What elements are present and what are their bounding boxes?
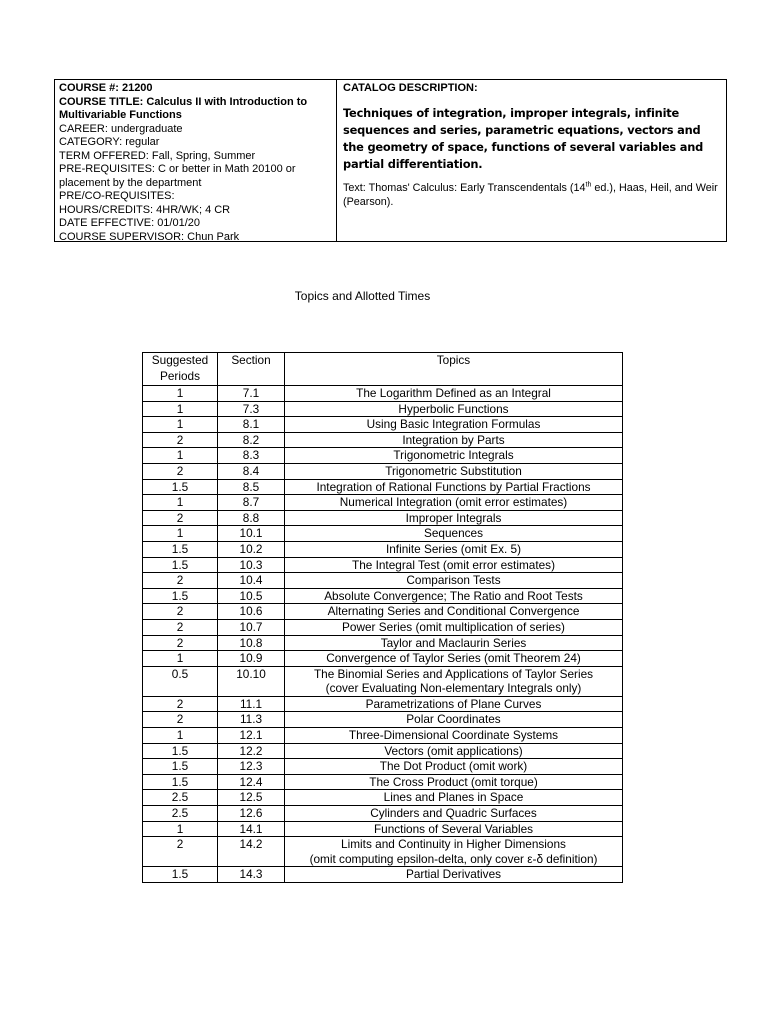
cell-section: 8.7 xyxy=(218,495,285,511)
course-number: COURSE #: 21200 xyxy=(59,82,153,94)
cell-topic: Using Basic Integration Formulas xyxy=(285,417,623,433)
cell-section: 10.3 xyxy=(218,557,285,573)
cell-topic: Comparison Tests xyxy=(285,573,623,589)
table-row xyxy=(143,712,623,728)
cell-topic: Numerical Integration (omit error estimates) xyxy=(285,495,623,511)
table-row xyxy=(143,386,623,402)
cell-topic: The Binomial Series and Applications of Taylor Series (cover Evaluating Non-elementary Integrals only) xyxy=(285,666,623,696)
catalog-section xyxy=(337,80,726,241)
cell-topic: Integration by Parts xyxy=(285,432,623,448)
cell-section: 10.10 xyxy=(218,666,285,696)
cell-topic: Polar Coordinates xyxy=(285,712,623,728)
table-row xyxy=(143,821,623,837)
header-topics: Topics xyxy=(285,353,623,386)
course-title: COURSE TITLE: Calculus II with Introduction to Multivariable Functions xyxy=(59,95,308,121)
cell-section: 12.5 xyxy=(218,790,285,806)
cell-periods: 2 xyxy=(143,696,218,712)
cell-section: 12.3 xyxy=(218,759,285,775)
topics-title: Topics and Allotted Times xyxy=(294,289,431,303)
cell-topic: Infinite Series (omit Ex. 5) xyxy=(285,541,623,557)
cell-section: 10.5 xyxy=(218,588,285,604)
cell-topic: Three-Dimensional Coordinate Systems xyxy=(285,728,623,744)
topics-table-body xyxy=(143,386,623,883)
cell-section: 10.4 xyxy=(218,573,285,589)
cell-section: 12.6 xyxy=(218,806,285,822)
table-row xyxy=(143,573,623,589)
cell-topic: Power Series (omit multiplication of series) xyxy=(285,619,623,635)
cell-periods: 2 xyxy=(143,635,218,651)
table-row xyxy=(143,510,623,526)
cell-section: 14.2 xyxy=(218,837,285,867)
header-section: Section xyxy=(218,353,285,386)
cell-section: 14.1 xyxy=(218,821,285,837)
table-row xyxy=(143,774,623,790)
course-supervisor: COURSE SUPERVISOR: Chun Park xyxy=(59,230,240,243)
table-row xyxy=(143,635,623,651)
table-row xyxy=(143,495,623,511)
cell-topic: Alternating Series and Conditional Convergence xyxy=(285,604,623,620)
table-row xyxy=(143,541,623,557)
cell-periods: 1 xyxy=(143,417,218,433)
cell-topic: Integration of Rational Functions by Partial Fractions xyxy=(285,479,623,495)
cell-section: 8.3 xyxy=(218,448,285,464)
textbook-reference xyxy=(343,182,720,209)
cell-topic: Cylinders and Quadric Surfaces xyxy=(285,806,623,822)
cell-periods: 2 xyxy=(143,604,218,620)
course-hours: HOURS/CREDITS: 4HR/WK; 4 CR xyxy=(59,203,231,216)
cell-periods: 1 xyxy=(143,495,218,511)
cell-periods: 2 xyxy=(143,712,218,728)
cell-periods: 1.5 xyxy=(143,541,218,557)
cell-periods: 1.5 xyxy=(143,588,218,604)
course-info-box xyxy=(54,79,727,242)
cell-topic: Sequences xyxy=(285,526,623,542)
catalog-label: CATALOG DESCRIPTION: xyxy=(343,82,478,94)
cell-topic: Convergence of Taylor Series (omit Theorem 24) xyxy=(285,651,623,667)
table-row xyxy=(143,557,623,573)
table-row xyxy=(143,432,623,448)
table-row xyxy=(143,604,623,620)
course-term: TERM OFFERED: Fall, Spring, Summer xyxy=(59,149,256,162)
table-row xyxy=(143,728,623,744)
table-row xyxy=(143,463,623,479)
cell-topic: Trigonometric Substitution xyxy=(285,463,623,479)
cell-section: 8.5 xyxy=(218,479,285,495)
cell-section: 8.8 xyxy=(218,510,285,526)
cell-periods: 1 xyxy=(143,651,218,667)
cell-section: 12.2 xyxy=(218,743,285,759)
cell-section: 10.9 xyxy=(218,651,285,667)
cell-section: 12.1 xyxy=(218,728,285,744)
table-row xyxy=(143,588,623,604)
table-row xyxy=(143,401,623,417)
cell-periods: 1.5 xyxy=(143,774,218,790)
cell-section: 8.2 xyxy=(218,432,285,448)
table-row xyxy=(143,790,623,806)
table-row xyxy=(143,867,623,883)
cell-topic: Limits and Continuity in Higher Dimensions (omit computing epsilon-delta, only cover ε-δ definition) xyxy=(285,837,623,867)
table-row xyxy=(143,526,623,542)
cell-topic: The Integral Test (omit error estimates) xyxy=(285,557,623,573)
cell-section: 8.4 xyxy=(218,463,285,479)
table-row xyxy=(143,448,623,464)
cell-section: 11.3 xyxy=(218,712,285,728)
cell-topic: Functions of Several Variables xyxy=(285,821,623,837)
cell-topic: Partial Derivatives xyxy=(285,867,623,883)
cell-periods: 2 xyxy=(143,463,218,479)
table-row xyxy=(143,837,623,867)
cell-periods: 1 xyxy=(143,728,218,744)
table-row xyxy=(143,651,623,667)
cell-periods: 2 xyxy=(143,510,218,526)
cell-topic: The Cross Product (omit torque) xyxy=(285,774,623,790)
table-row xyxy=(143,666,623,696)
cell-section: 14.3 xyxy=(218,867,285,883)
cell-topic: Lines and Planes in Space xyxy=(285,790,623,806)
cell-periods: 1.5 xyxy=(143,479,218,495)
cell-topic: Parametrizations of Plane Curves xyxy=(285,696,623,712)
cell-section: 10.6 xyxy=(218,604,285,620)
textbook-suffix: ed.), Haas, Heil, and Weir (Pearson). xyxy=(343,182,718,208)
cell-periods: 2 xyxy=(143,619,218,635)
table-row xyxy=(143,743,623,759)
table-row xyxy=(143,619,623,635)
cell-periods: 2.5 xyxy=(143,790,218,806)
cell-topic: Taylor and Maclaurin Series xyxy=(285,635,623,651)
cell-topic: Vectors (omit applications) xyxy=(285,743,623,759)
table-header-row xyxy=(143,353,623,386)
cell-section: 7.1 xyxy=(218,386,285,402)
header-periods: Suggested Periods xyxy=(143,353,218,386)
cell-periods: 1.5 xyxy=(143,557,218,573)
textbook-prefix: Text: Thomas' Calculus: Early Transcendentals (14 xyxy=(343,182,586,194)
cell-periods: 1 xyxy=(143,386,218,402)
course-category: CATEGORY: regular xyxy=(59,136,160,148)
cell-section: 10.1 xyxy=(218,526,285,542)
cell-periods: 1.5 xyxy=(143,759,218,775)
table-row xyxy=(143,417,623,433)
cell-topic: Trigonometric Integrals xyxy=(285,448,623,464)
course-prereq: PRE-REQUISITES: C or better in Math 20100 or placement by the department xyxy=(59,163,296,189)
cell-periods: 1 xyxy=(143,448,218,464)
cell-section: 8.1 xyxy=(218,417,285,433)
cell-periods: 2 xyxy=(143,432,218,448)
cell-periods: 0.5 xyxy=(143,666,218,696)
cell-periods: 1 xyxy=(143,526,218,542)
cell-periods: 1 xyxy=(143,401,218,417)
course-effective: DATE EFFECTIVE: 01/01/20 xyxy=(59,217,201,229)
course-details xyxy=(55,80,337,241)
cell-periods: 2.5 xyxy=(143,806,218,822)
table-row xyxy=(143,759,623,775)
cell-topic: Hyperbolic Functions xyxy=(285,401,623,417)
catalog-description: Techniques of integration, improper integrals, infinite sequences and series, parametric equations, vectors and the geometry of space, functions of several variables and partial differentiation. xyxy=(343,106,704,171)
cell-section: 10.8 xyxy=(218,635,285,651)
cell-periods: 1.5 xyxy=(143,743,218,759)
textbook-edition-sup: th xyxy=(585,181,592,189)
table-row xyxy=(143,479,623,495)
cell-topic: The Logarithm Defined as an Integral xyxy=(285,386,623,402)
cell-section: 10.7 xyxy=(218,619,285,635)
table-row xyxy=(143,806,623,822)
course-career: CAREER: undergraduate xyxy=(59,122,183,135)
cell-section: 7.3 xyxy=(218,401,285,417)
table-row xyxy=(143,696,623,712)
cell-periods: 2 xyxy=(143,573,218,589)
cell-periods: 2 xyxy=(143,837,218,867)
cell-topic: The Dot Product (omit work) xyxy=(285,759,623,775)
cell-topic: Absolute Convergence; The Ratio and Root Tests xyxy=(285,588,623,604)
cell-section: 12.4 xyxy=(218,774,285,790)
topics-table xyxy=(142,352,623,883)
cell-topic: Improper Integrals xyxy=(285,510,623,526)
cell-periods: 1 xyxy=(143,821,218,837)
cell-section: 11.1 xyxy=(218,696,285,712)
course-coreq: PRE/CO-REQUISITES: xyxy=(59,190,175,202)
cell-section: 10.2 xyxy=(218,541,285,557)
cell-periods: 1.5 xyxy=(143,867,218,883)
